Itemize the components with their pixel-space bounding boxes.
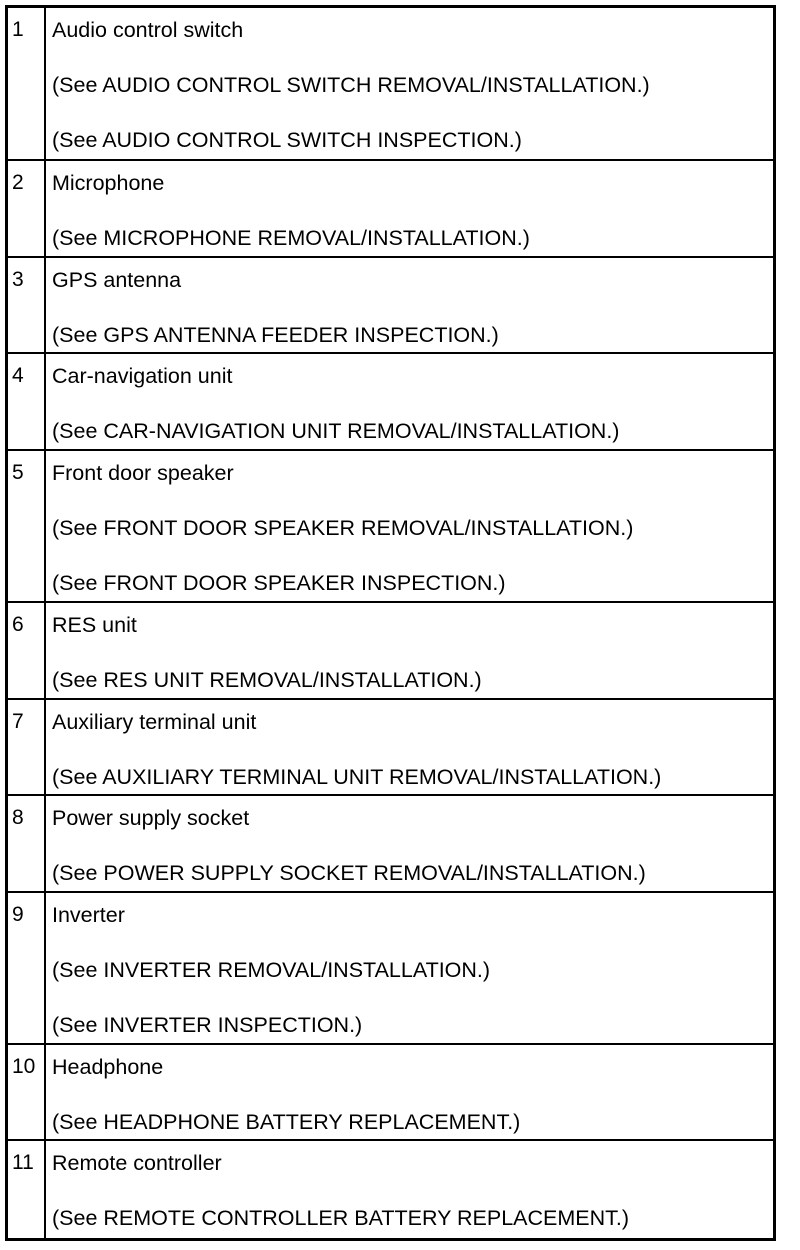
item-content — [46, 8, 773, 159]
item-content — [46, 354, 773, 449]
item-number: 9 — [8, 893, 46, 1043]
item-title: Inverter — [52, 902, 125, 927]
reference-link[interactable]: (See MICROPHONE REMOVAL/INSTALLATION.) — [52, 226, 530, 251]
item-title: Audio control switch — [52, 18, 244, 42]
item-content — [46, 1141, 773, 1238]
item-content — [46, 893, 773, 1043]
table-row — [8, 796, 773, 893]
item-number: 7 — [8, 700, 46, 795]
table-row — [8, 161, 773, 258]
reference-link[interactable]: (See REMOTE CONTROLLER BATTERY REPLACEMENT.) — [52, 1206, 630, 1231]
table-row — [8, 354, 773, 451]
item-number: 8 — [8, 796, 46, 891]
reference-link[interactable]: (See AUDIO CONTROL SWITCH REMOVAL/INSTALLATION.) — [52, 73, 650, 97]
item-content — [46, 1045, 773, 1140]
reference-link[interactable]: (See POWER SUPPLY SOCKET REMOVAL/INSTALLATION.) — [52, 861, 646, 886]
reference-link[interactable]: (See AUDIO CONTROL SWITCH INSPECTION.) — [52, 128, 522, 152]
table-row — [8, 1141, 773, 1238]
item-number: 1 — [8, 8, 46, 159]
item-number: 6 — [8, 603, 46, 698]
table-row — [8, 451, 773, 603]
item-number: 2 — [8, 161, 46, 256]
reference-link[interactable]: (See INVERTER REMOVAL/INSTALLATION.) — [52, 957, 491, 982]
item-number: 3 — [8, 258, 46, 353]
item-title: Microphone — [52, 171, 165, 196]
reference-link[interactable]: (See AUXILIARY TERMINAL UNIT REMOVAL/INSTALLATION.) — [52, 764, 662, 789]
item-title: Power supply socket — [52, 806, 250, 831]
item-content — [46, 161, 773, 256]
item-content — [46, 700, 773, 795]
reference-link[interactable]: (See FRONT DOOR SPEAKER INSPECTION.) — [52, 570, 506, 595]
item-number: 10 — [8, 1045, 46, 1140]
reference-link[interactable]: (See FRONT DOOR SPEAKER REMOVAL/INSTALLATION.) — [52, 515, 634, 540]
reference-link[interactable]: (See GPS ANTENNA FEEDER INSPECTION.) — [52, 322, 499, 347]
item-number: 4 — [8, 354, 46, 449]
item-number: 11 — [8, 1141, 46, 1238]
item-title: Front door speaker — [52, 460, 234, 485]
item-title: Auxiliary terminal unit — [52, 709, 257, 734]
item-title: Remote controller — [52, 1151, 222, 1176]
item-content — [46, 451, 773, 601]
table-row — [8, 8, 773, 161]
item-content — [46, 796, 773, 891]
reference-link[interactable]: (See RES UNIT REMOVAL/INSTALLATION.) — [52, 668, 482, 693]
item-title: RES unit — [52, 613, 137, 638]
table-row — [8, 603, 773, 700]
table-row — [8, 893, 773, 1045]
reference-link[interactable]: (See INVERTER INSPECTION.) — [52, 1012, 363, 1037]
item-title: Car-navigation unit — [52, 364, 233, 389]
reference-link[interactable]: (See CAR-NAVIGATION UNIT REMOVAL/INSTALLATION.) — [52, 419, 620, 444]
item-content — [46, 258, 773, 353]
table-row — [8, 700, 773, 797]
item-content — [46, 603, 773, 698]
item-title: GPS antenna — [52, 267, 182, 292]
item-title: Headphone — [52, 1054, 164, 1079]
item-number: 5 — [8, 451, 46, 601]
component-table — [5, 5, 776, 1241]
reference-link[interactable]: (See HEADPHONE BATTERY REPLACEMENT.) — [52, 1109, 521, 1134]
table-row — [8, 258, 773, 355]
table-row — [8, 1045, 773, 1142]
